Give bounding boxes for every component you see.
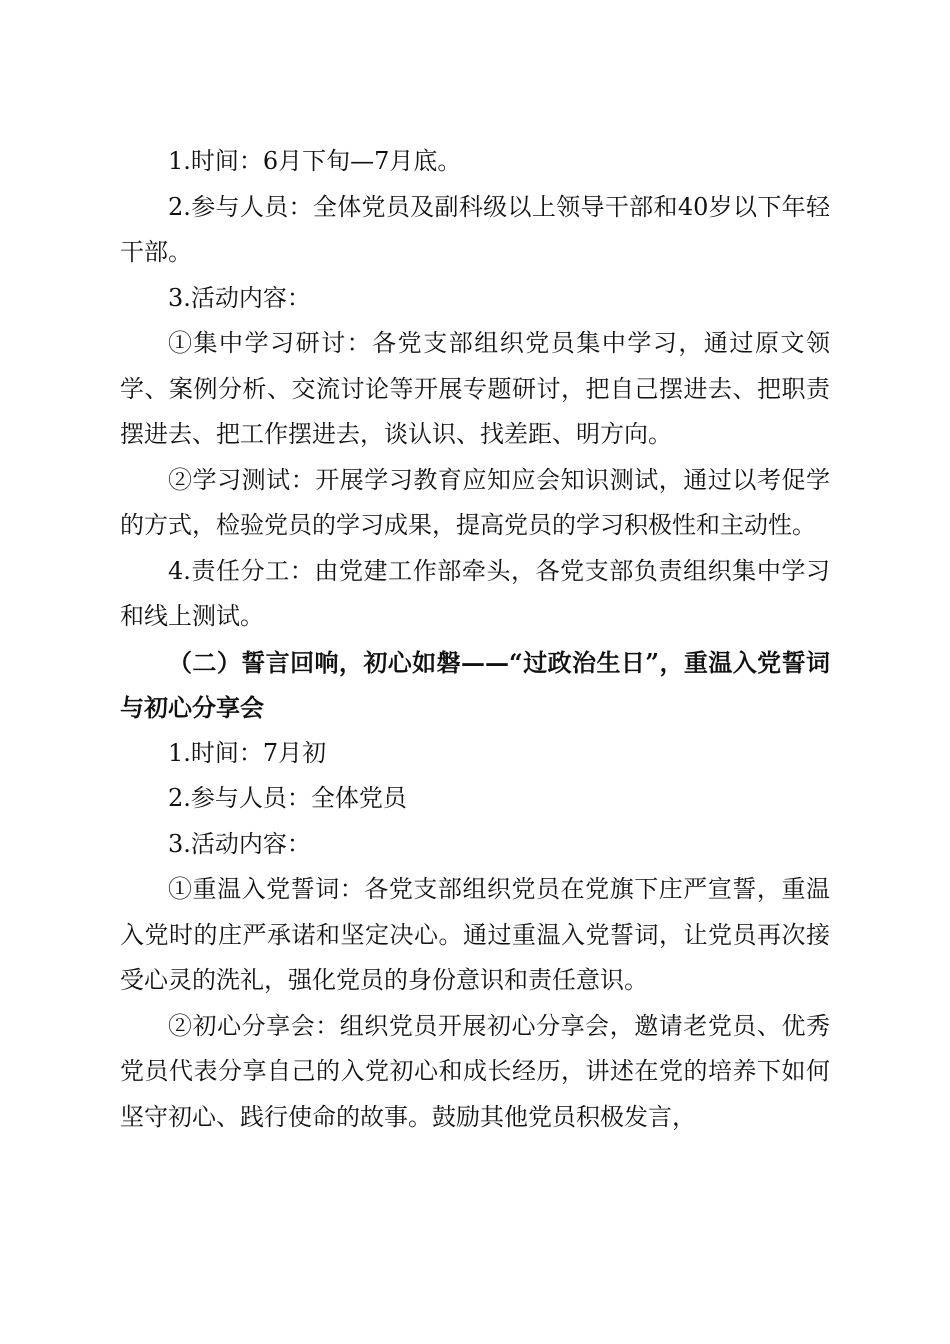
paragraph-study-test: ②学习测试：开展学习教育应知应会知识测试，通过以考促学的方式，检验党员的学习成果，提高党员的学习积极性和主动性。 <box>120 465 830 539</box>
paragraph-time-2: 1.时间：7月初 <box>168 738 327 767</box>
paragraph-oath-review: ①重温入党誓词：各党支部组织党员在党旗下庄严宣誓，重温入党时的庄严承诺和坚定决心。通过重温入党誓词，让党员再次接受心灵的洗礼，强化党员的身份意识和责任意识。 <box>120 875 830 994</box>
paragraph-time-1: 1.时间：6月下旬—7月底。 <box>168 147 462 175</box>
document-body <box>120 139 830 1140</box>
paragraph-participants-1: 2.参与人员：全体党员及副科级以上领导干部和40岁以下年轻干部。 <box>120 192 830 266</box>
section-heading-2: （二）誓言回响，初心如磐——“过政治生日”，重温入党誓词与初心分享会 <box>120 647 830 722</box>
paragraph-sharing-session: ②初心分享会：组织党员开展初心分享会，邀请老党员、优秀党员代表分享自己的入党初心和成长经历，讲述在党的培养下如何坚守初心、践行使命的故事。鼓励其他党员积极发言， <box>120 1011 830 1131</box>
paragraph-activity-content-2: 3.活动内容： <box>168 829 311 858</box>
paragraph-activity-content-1: 3.活动内容： <box>168 283 311 312</box>
paragraph-responsibility: 4.责任分工：由党建工作部牵头，各党支部负责组织集中学习和线上测试。 <box>120 556 830 630</box>
paragraph-participants-2: 2.参与人员：全体党员 <box>168 784 407 812</box>
paragraph-study-seminar: ①集中学习研讨：各党支部组织党员集中学习，通过原文领学、案例分析、交流讨论等开展专题研讨，把自己摆进去、把职责摆进去、把工作摆进去，谈认识、找差距、明方向。 <box>120 329 830 448</box>
